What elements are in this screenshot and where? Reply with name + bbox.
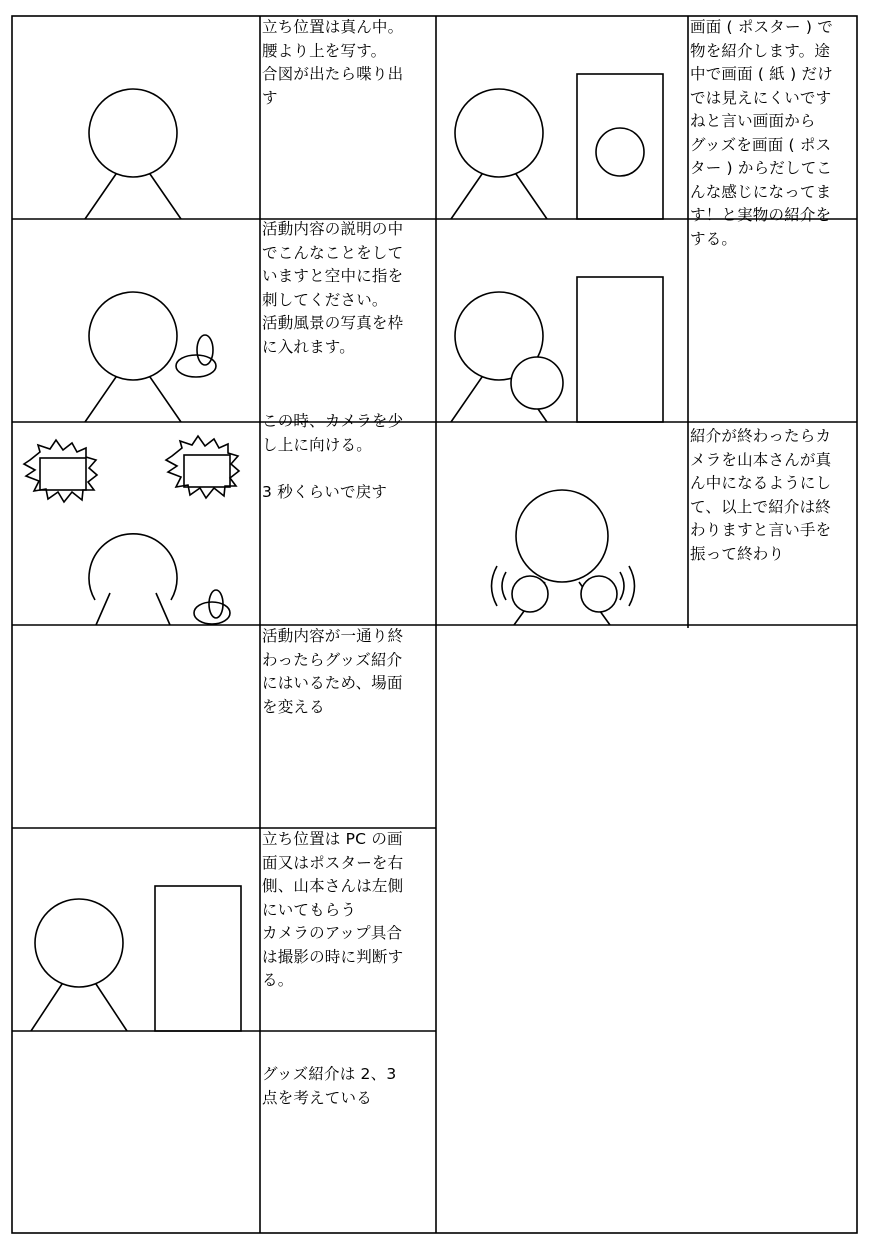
note-goods-count: グッズ紹介は 2、3 点を考えている: [262, 1065, 397, 1107]
hand-shape: [194, 602, 230, 624]
poster-screen: [577, 74, 663, 219]
wave-motion-left: [492, 566, 507, 606]
waving-hand-right: [581, 576, 617, 612]
person-waving-figure: [492, 490, 635, 625]
person-figure: [31, 899, 127, 1031]
activity-photo-burst-left: [24, 440, 97, 502]
goods-in-hand: [511, 357, 563, 409]
goods-on-poster: [596, 128, 644, 176]
poster-screen: [577, 277, 663, 422]
person-figure: [451, 89, 547, 219]
hand-shape: [176, 355, 216, 377]
note-positioning: 立ち位置は PC の画 面又はポスターを右 側、山本さんは左側 にいてもらう カメラのアップ具合 は撮影の時に判断す る。: [262, 830, 404, 989]
finger-shape: [197, 335, 213, 365]
note-camera-tilt: この時、カメラを少 し上に向ける。 3 秒くらいで戻す: [262, 412, 404, 501]
person-pointing-figure: [85, 292, 216, 422]
note-ending: 紹介が終わったらカ メラを山本さんが真 ん中になるようにし て、以上で紹介は終 わりますと言い手を 振って終わり: [690, 427, 832, 563]
wave-motion-right: [620, 566, 635, 606]
person-figure: [85, 89, 181, 219]
note-scene-change: 活動内容が一通り終 わったらグッズ紹介 にはいるため、場面 を変える: [262, 627, 404, 716]
person-figure-lowered: [89, 534, 230, 625]
waving-hand-left: [512, 576, 548, 612]
note-goods-introduction: 画面 ( ポスター ) で 物を紹介します。途 中で画面 ( 紙 ) だけ では見えにくいです ねと言い画面から グッズを画面 ( ポス ター ) からだしてこ んな感じになってま す！と実物の紹介を する。: [690, 18, 833, 248]
note-activity-description: 活動内容の説明の中 でこんなことをして いますと空中に指を 刺してください。 活動風景の写真を枠 に入れます。: [262, 220, 404, 356]
activity-photo-burst-right: [166, 436, 239, 498]
note-stand-position: 立ち位置は真ん中。 腰より上を写す。 合図が出たら喋り出 す: [262, 18, 404, 107]
poster-screen: [155, 886, 241, 1031]
